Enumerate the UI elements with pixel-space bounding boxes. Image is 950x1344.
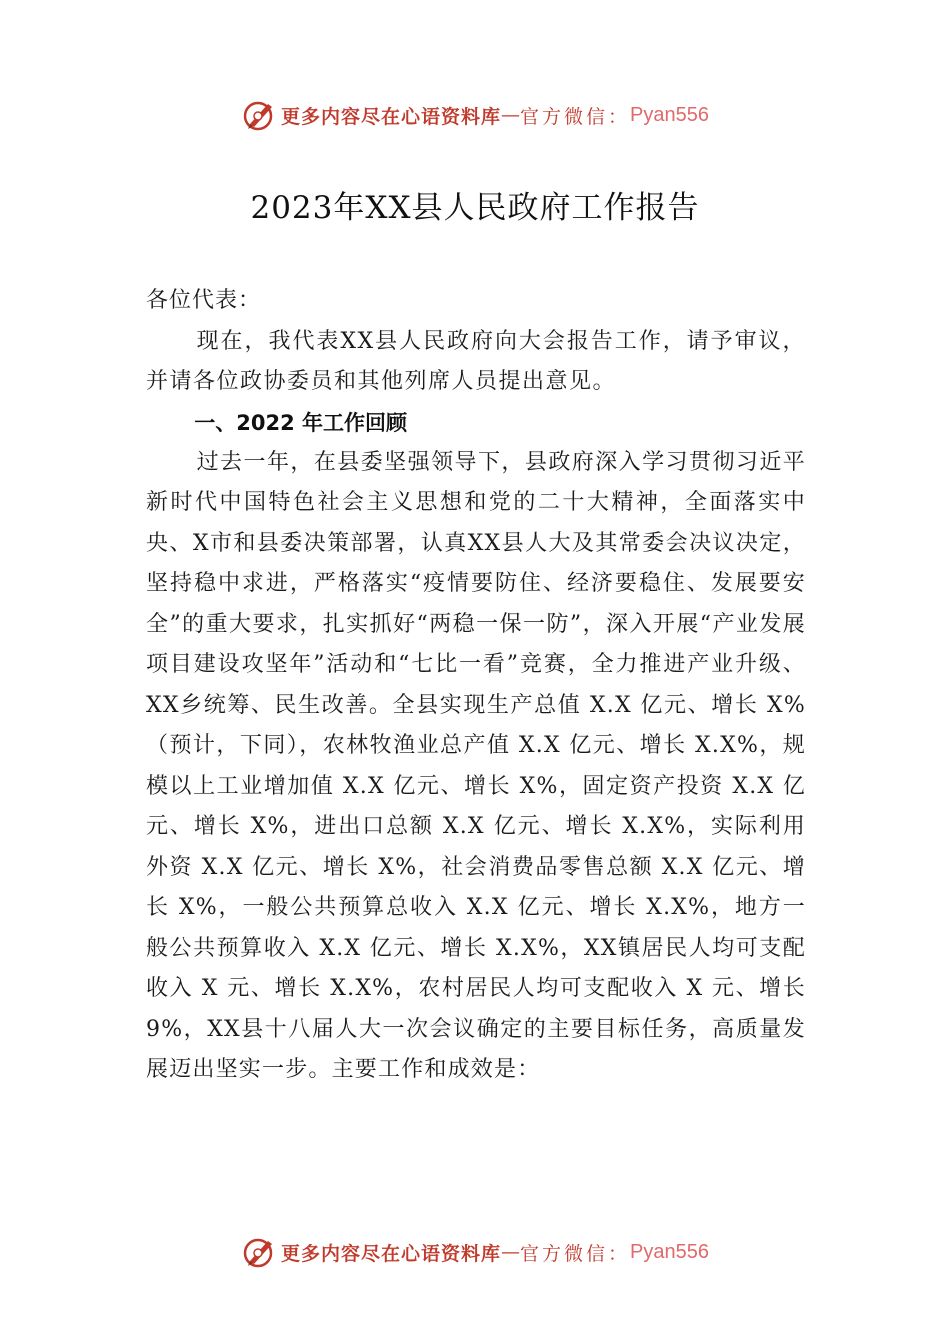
watermark-separator: — xyxy=(501,104,521,126)
intro-paragraph: 现在，我代表XX县人民政府向大会报告工作，请予审议，并请各位政协委员和其他列席人员提出意见。 xyxy=(146,328,806,394)
watermark-brand-text: 更多内容尽在心语资料库 xyxy=(281,1242,502,1265)
watermark-banner-bottom xyxy=(0,1232,950,1272)
watermark-separator: — xyxy=(501,1241,521,1263)
watermark-wechat-id: Pyan556 xyxy=(630,103,709,126)
watermark-wechat-label: 官方微信： xyxy=(520,105,631,128)
watermark-brand-text: 更多内容尽在心语资料库 xyxy=(281,105,502,128)
salutation: 各位代表： xyxy=(146,288,262,313)
pen-seal-logo-icon xyxy=(241,97,277,133)
watermark-banner-top xyxy=(0,95,950,135)
pen-seal-logo-icon xyxy=(241,1234,277,1270)
watermark-wechat-id: Pyan556 xyxy=(630,1240,709,1263)
section-heading: 一、2022 年工作回顾 xyxy=(194,410,408,435)
watermark-wechat-label: 官方微信： xyxy=(520,1242,631,1265)
document-body xyxy=(146,281,806,1091)
document-title: 2023年XX县人民政府工作报告 xyxy=(250,190,700,226)
review-paragraph: 过去一年，在县委坚强领导下，县政府深入学习贯彻习近平新时代中国特色社会主义思想和党的二十大精神，全面落实中央、X市和县委决策部署，认真XX县人大及其常委会决议决定，坚持稳中求进，严格落实“疫情要防住、经济要稳住、发展要安全”的重大要求，扎实抓好“两稳一保一防”，深入开展“产业发展项目建设攻坚年”活动和“七比一看”竞赛，全力推进产业升级、XX乡统筹、民生改善。全县实现生产总值 X.X 亿元、增长 X%（预计，下同），农林牧渔业总产值 X.X 亿元、增长 X.X%，规模以上工业增加值 X.X 亿元、增长 X%，固定资产投资 X.X 亿元、增长 X%，进出口总额 X.X 亿元、增长 X.X%，实际利用外资 X.X 亿元、增长 X%，社会消费品零售总额 X.X 亿元、增长 X%，一般公共预算总收入 X.X 亿元、增长 X.X%，地方一般公共预算收入 X.X 亿元、增长 X.X%，XX镇居民人均可支配收入 X 元、增长 X.X%，农村居民人均可支配收入 X 元、增长 9%，XX县十八届人大一次会议确定的主要目标任务，高质量发展迈出坚实一步。主要工作和成效是： xyxy=(146,449,806,1082)
